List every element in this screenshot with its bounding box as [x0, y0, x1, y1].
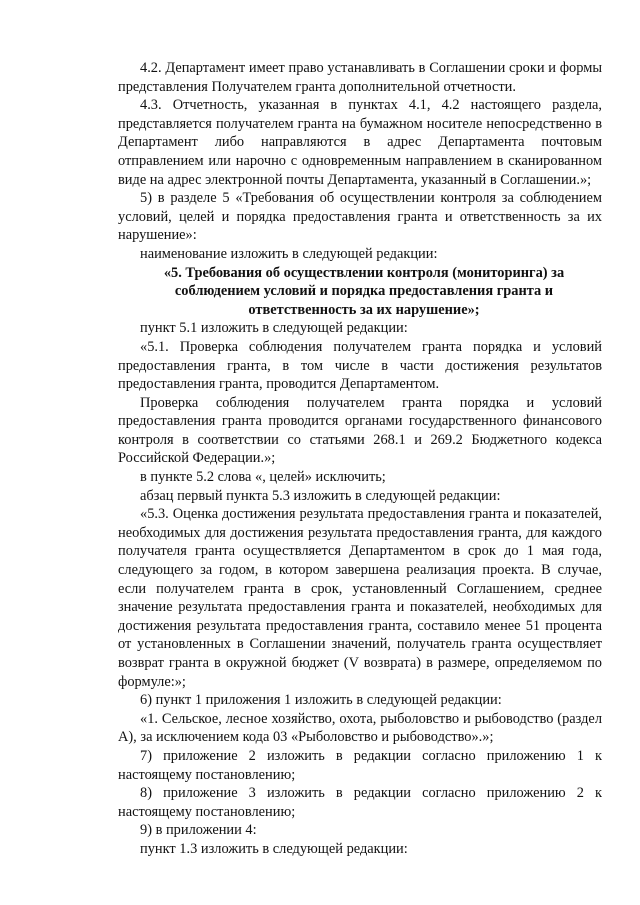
- paragraph-5-3-edit: абзац первый пункта 5.3 изложить в следующей редакции:: [140, 487, 501, 504]
- paragraph-1-3-edit: пункт 1.3 изложить в следующей редакции:: [140, 840, 408, 857]
- paragraph-appendix-1: «1. Сельское, лесное хозяйство, охота, рыболовство и рыбоводство (раздел А), за исключением кода 03 «Рыболовство и рыбоводство».»;: [118, 710, 602, 746]
- paragraph-item-7: 7) приложение 2 изложить в редакции согласно приложению 1 к настоящему постановлению;: [118, 747, 602, 783]
- paragraph-5-1-edit: пункт 5.1 изложить в следующей редакции:: [140, 320, 408, 337]
- paragraph-5-1: «5.1. Проверка соблюдения получателем гранта порядка и условий предоставления гранта, в том числе в части достижения результатов предоставления гранта, проводится Департаментом.: [118, 338, 602, 393]
- document-body: [118, 59, 602, 859]
- paragraph-5-3: «5.3. Оценка достижения результата предоставления гранта и показателей, необходимых для достижения результата предоставления гранта, для каждого получателя гранта осуществляется Департаментом в срок до 1 мая года, следующего за годом, в котором завершена реализация проекта. В случае, если получателем гранта в срок, установленный Соглашением, среднее значение результата предоставления гранта и показателей, необходимых для достижения результата предоставления гранта, составило менее 51 процента от установленных в Соглашении значений, получатель гранта осуществляет возврат гранта в окружной бюджет (V возврата) в размере, определяемом по формуле:»;: [118, 506, 602, 690]
- paragraph-item-6: 6) пункт 1 приложения 1 изложить в следующей редакции:: [140, 692, 502, 709]
- paragraph-item-8: 8) приложение 3 изложить в редакции согласно приложению 2 к настоящему постановлению;: [118, 785, 602, 820]
- section-5-heading: «5. Требования об осуществлении контроля (мониторинга) за соблюдением условий и порядка предоставления гранта и ответственность за их нарушение»;: [163, 264, 565, 318]
- paragraph-inspection: Проверка соблюдения получателем гранта порядка и условий предоставления гранта проводится органами государственного финансового контроля в соответствии со статьями 268.1 и 269.2 Бюджетного кодекса Российской Федерации.»;: [118, 394, 602, 467]
- paragraph-item-5: 5) в разделе 5 «Требования об осуществлении контроля за соблюдением условий, целей и порядка предоставления гранта и ответственность за их нарушение»:: [118, 190, 602, 244]
- paragraph-4-3: 4.3. Отчетность, указанная в пунктах 4.1, 4.2 настоящего раздела, представляется получателем гранта на бумажном носителе непосредственно в Департамент либо направляются в адрес Департамента почтовым отправлением или нарочно с одновременным направлением в сканированном виде на адрес электронной почты Департамента, указанный в Соглашении.»;: [118, 97, 602, 188]
- paragraph-name-edit: наименование изложить в следующей редакции:: [140, 245, 438, 262]
- paragraph-item-9: 9) в приложении 4:: [140, 822, 257, 839]
- paragraph-4-2: 4.2. Департамент имеет право устанавливать в Соглашении сроки и формы представления Получателем гранта дополнительной отчетности.: [118, 60, 602, 95]
- paragraph-5-2: в пункте 5.2 слова «, целей» исключить;: [140, 469, 386, 486]
